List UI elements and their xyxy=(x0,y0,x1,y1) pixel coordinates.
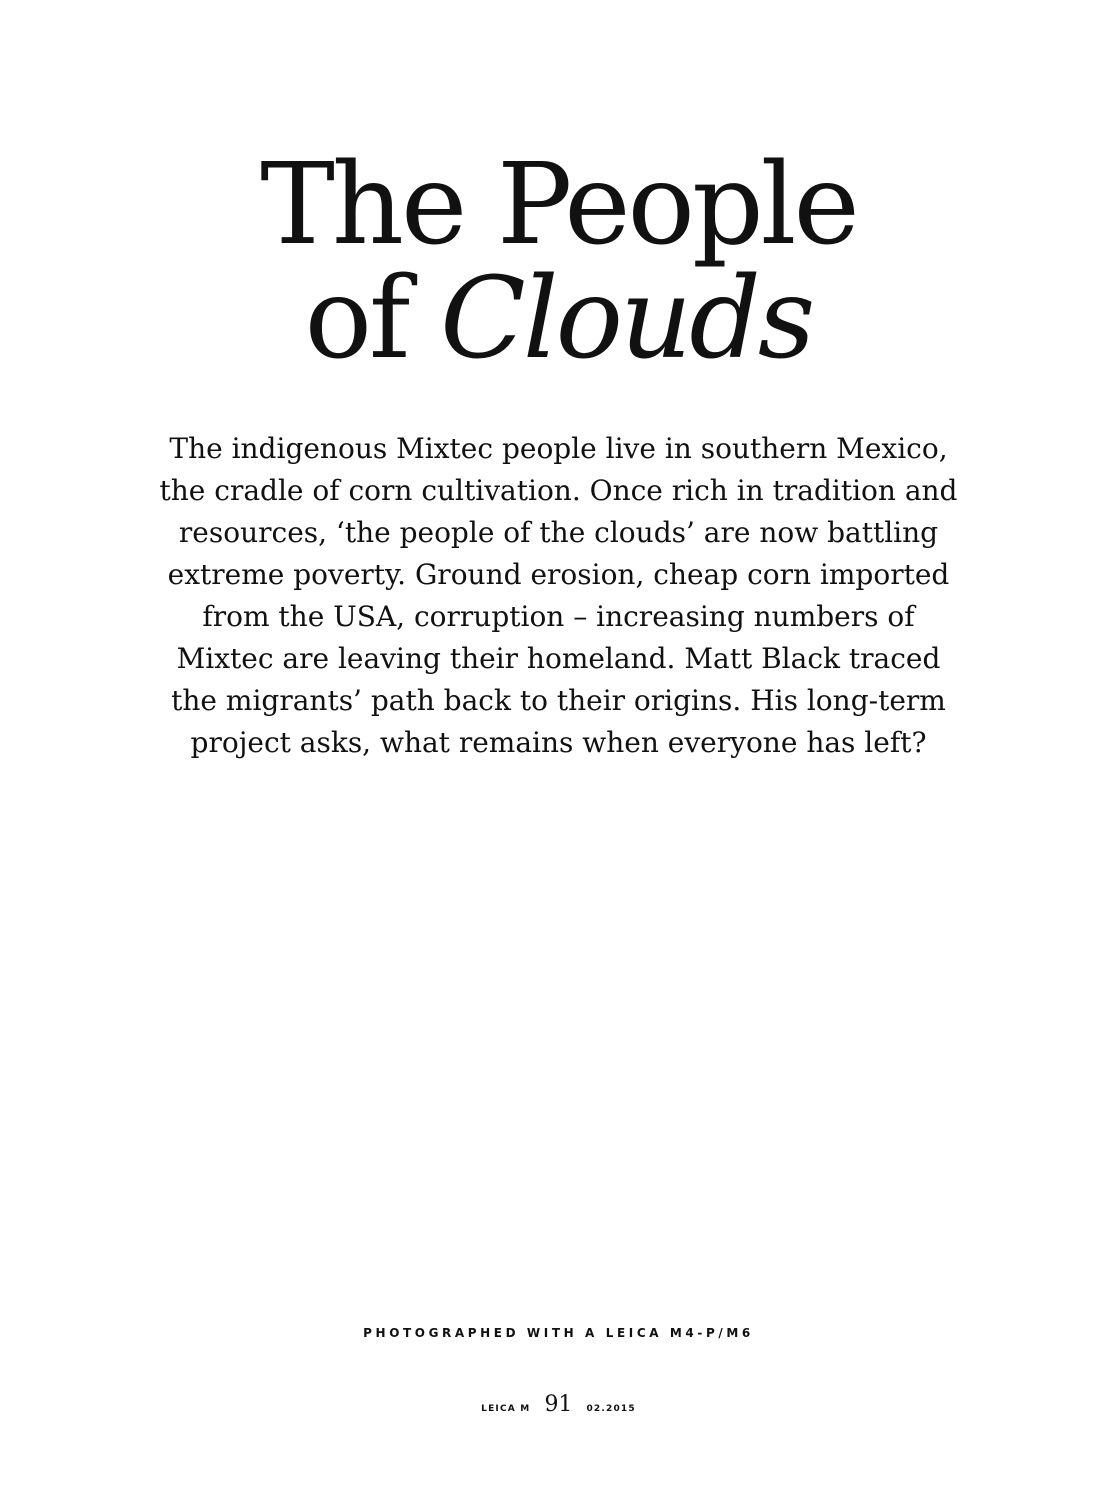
magazine-name: LEICA M xyxy=(481,1404,531,1414)
article-intro: The indigenous Mixtec people live in southern Mexico, the cradle of corn cultivation. Once rich in tradition and resources, ‘the people of the clouds’ are now battling extreme poverty. Ground erosion, cheap corn imported from the USA, corruption – increasing numbers of Mixtec are leaving their homeland. Matt Black traced the migrants’ path back to their origins. His long-term project asks, what remains when everyone has left? xyxy=(159,432,958,759)
title-line-2-plain: of xyxy=(304,254,441,384)
photo-credit: PHOTOGRAPHED WITH A LEICA M4-P/M6 xyxy=(363,1326,754,1340)
issue-date: 02.2015 xyxy=(586,1404,636,1414)
title-line-2 xyxy=(0,254,1117,384)
title-line-2-italic: Clouds xyxy=(440,254,813,384)
page-footer xyxy=(0,1392,1117,1417)
page-number: 91 xyxy=(544,1392,573,1417)
article-title xyxy=(0,140,1117,384)
title-line-1: The People xyxy=(260,140,857,270)
